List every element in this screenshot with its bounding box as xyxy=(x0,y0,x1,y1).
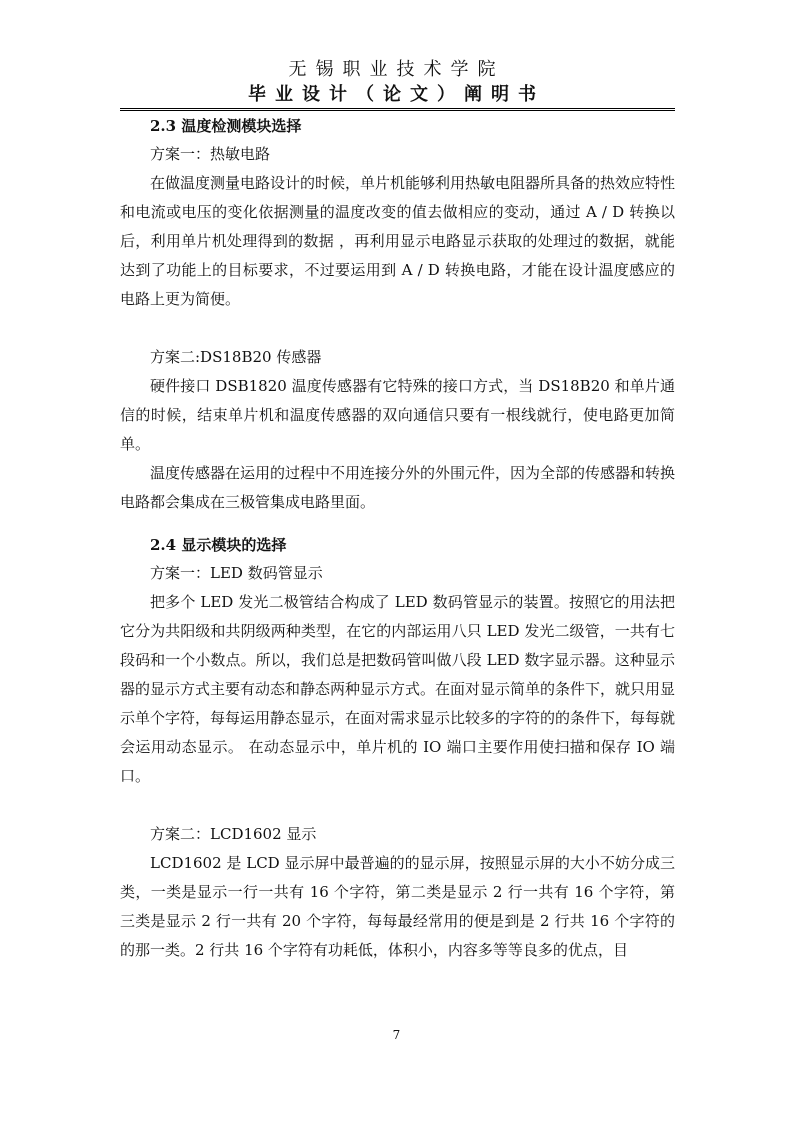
paragraph: 在做温度测量电路设计的时候，单片机能够利用热敏电阻器所具备的热效应特性和电流或电压的变化依据测量的温度改变的值去做相应的变动，通过 A / D 转换以后，利用单片机处理得到的数据 ，再利用显示电路显示获取的处理过的数据，就能达到了功能上的目标要求，不过要运用到 A / D 转换电路，才能在设计温度感应的电路上更为简便。 xyxy=(120,174,676,308)
spacer xyxy=(120,517,675,531)
page-number: 7 xyxy=(392,1028,401,1042)
spacer xyxy=(120,314,675,343)
header-rule-thick xyxy=(120,110,675,111)
paragraph: 把多个 LED 发光二极管结合构成了 LED 数码管显示的装置。按照它的用法把它分为共阳级和共阴级两种类型，在它的内部运用八只 LED 发光二级管，一共有七段码和一个小数点。所以，我们总是把数码管叫做八段 LED 数字显示器。这种显示器的显示方式主要有动态和静态两种显示方式。在面对显示简单的条件下，就只用显示单个字符，每每运用静态显示，在面对需求显示比较多的字符的的条件下，每每就会运用动态显示。 在动态显示中，单片机的 IO 端口主要作用使扫描和保存 IO 端口。 xyxy=(120,593,676,785)
document-type: 毕业设计（论文）阐明书 xyxy=(248,84,545,105)
section-heading-2-3: 2.3 温度检测模块选择 xyxy=(150,117,302,135)
option-title: 方案一：LED 数码管显示 xyxy=(150,564,323,582)
option-title: 方案二：LCD1602 显示 xyxy=(150,825,317,843)
school-name: 无锡职业技术学院 xyxy=(288,59,505,80)
page-body xyxy=(120,112,675,965)
paragraph: 硬件接口 DSB1820 温度传感器有它特殊的接口方式，当 DS18B20 和单片通信的时候，结束单片机和温度传感器的双向通信只要有一根线就行，使电路更加简单。 xyxy=(120,377,675,453)
spacer xyxy=(120,791,675,820)
paragraph: 温度传感器在运用的过程中不用连接分外的外围元件，因为全部的传感器和转换电路都会集成在三极管集成电路里面。 xyxy=(120,464,676,511)
paragraph: LCD1602 是 LCD 显示屏中最普遍的的显示屏，按照显示屏的大小不妨分成三类，一类是显示一行一共有 16 个字符，第二类是显示 2 行一共有 16 个字符，第三类是显示 2 行一共有 20 个字符，每每最经常用的便是到是 2 行共 16 个字符的的那一类。2 行共 16 个字符有功耗低，体积小，内容多等等良多的优点，目 xyxy=(120,854,675,959)
header-rule-thin xyxy=(120,108,675,109)
section-heading-2-4: 2.4 显示模块的选择 xyxy=(150,536,287,554)
option-title: 方案二:DS18B20 传感器 xyxy=(150,348,322,366)
document-header xyxy=(0,58,793,108)
option-title: 方案一：热敏电路 xyxy=(150,145,271,163)
